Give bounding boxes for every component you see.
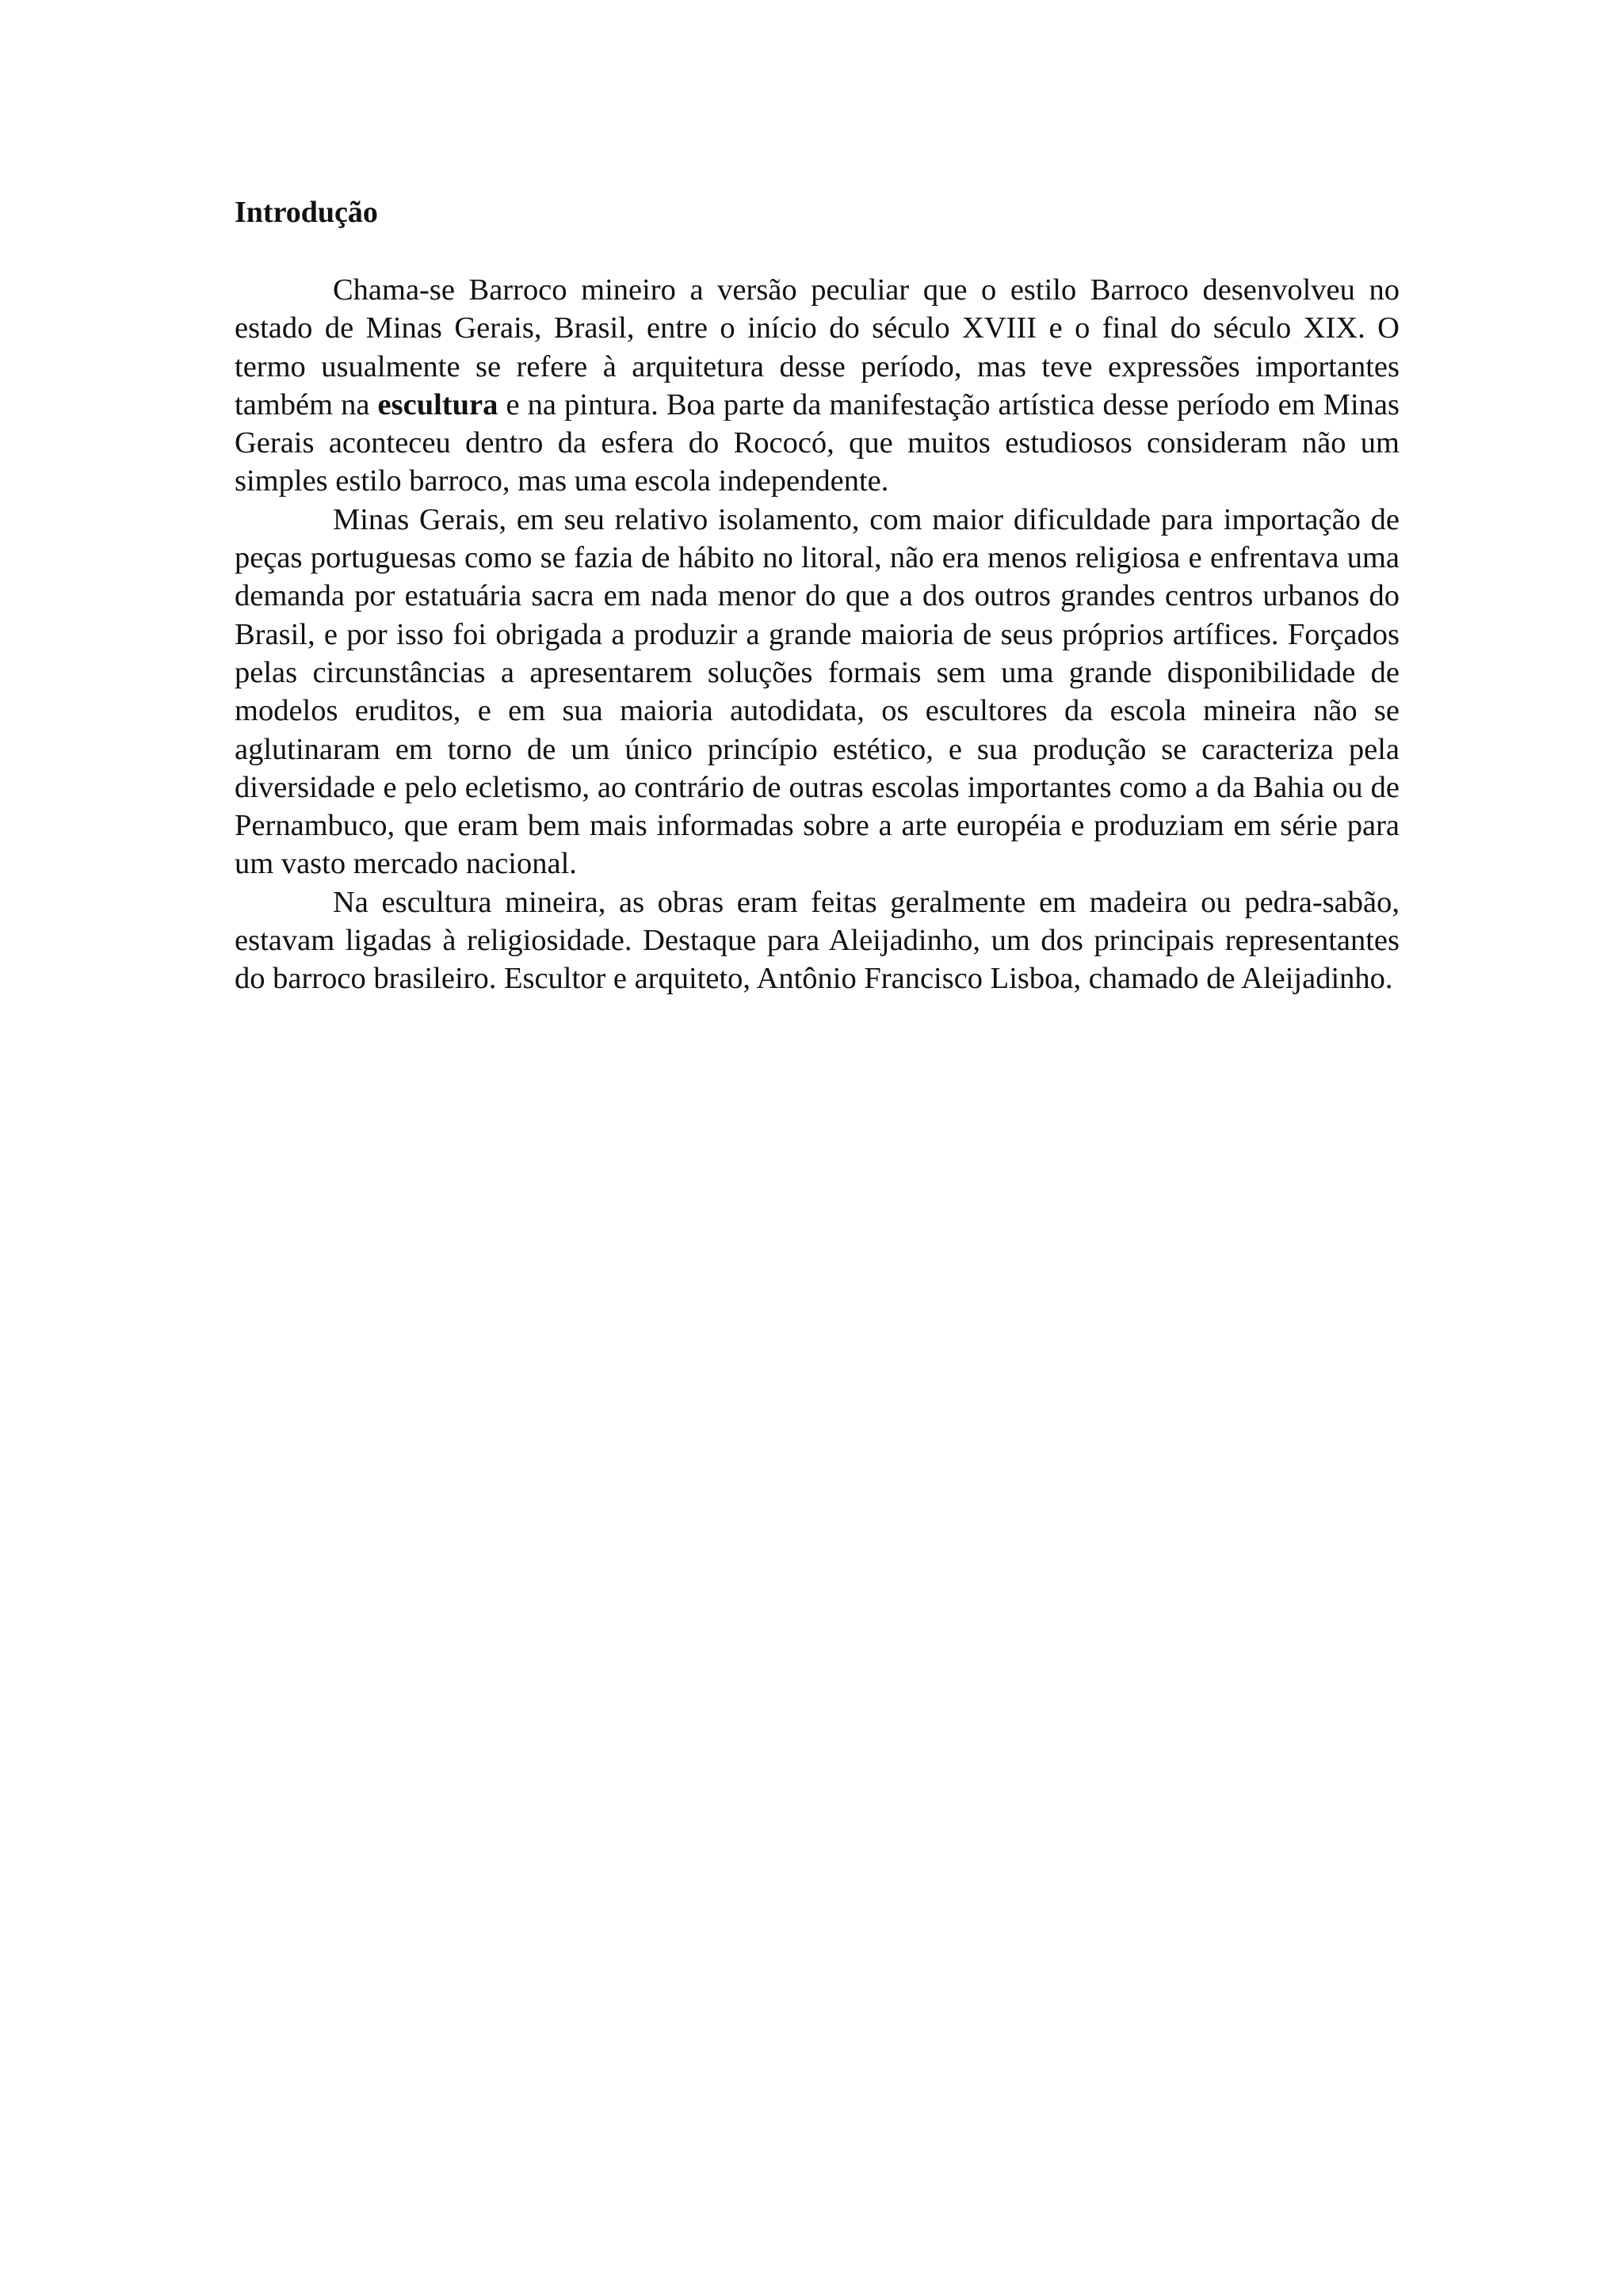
emphasized-term: escultura xyxy=(377,387,498,421)
paragraph-1 xyxy=(235,271,1400,501)
paragraph-1-text-end: e na pintura. Boa parte da manifestação artística desse período em Minas Gerais aconteceu dentro da esfera do Rococó, que muitos estudiosos consideram não um simples estilo barroco, mas uma escola independente. xyxy=(235,387,1400,498)
paragraph-2: Minas Gerais, em seu relativo isolamento, com maior dificuldade para importação de peças portuguesas como se fazia de hábito no litoral, não era menos religiosa e enfrentava uma demanda por estatuária sacra em nada menor do que a dos outros grandes centros urbanos do Brasil, e por isso foi obrigada a produzir a grande maioria de seus próprios artífices. Forçados pelas circunstâncias a apresentarem soluções formais sem uma grande disponibilidade de modelos eruditos, e em sua maioria autodidata, os escultores da escola mineira não se aglutinaram em torno de um único princípio estético, e sua produção se caracteriza pela diversidade e pelo ecletismo, ao contrário de outras escolas importantes como a da Bahia ou de Pernambuco, que eram bem mais informadas sobre a arte européia e produziam em série para um vasto mercado nacional. xyxy=(235,502,1400,881)
document-body xyxy=(235,193,1400,998)
paragraph-3: Na escultura mineira, as obras eram feitas geralmente em madeira ou pedra-sabão, estavam ligadas à religiosidade. Destaque para Aleijadinho, um dos principais representantes do barroco brasileiro. Escultor e arquiteto, Antônio Francisco Lisboa, chamado de Aleijadinho. xyxy=(235,885,1400,996)
paragraph-1-text-start: Chama-se Barroco mineiro a versão peculiar que o estilo Barroco desenvolveu no estado de Minas Gerais, Brasil, entre o início do século XVIII e o final do século XIX. O termo usualmente se refere à arquitetura desse período, mas teve expressões importantes também na xyxy=(235,273,1400,421)
section-heading: Introdução xyxy=(235,196,378,229)
